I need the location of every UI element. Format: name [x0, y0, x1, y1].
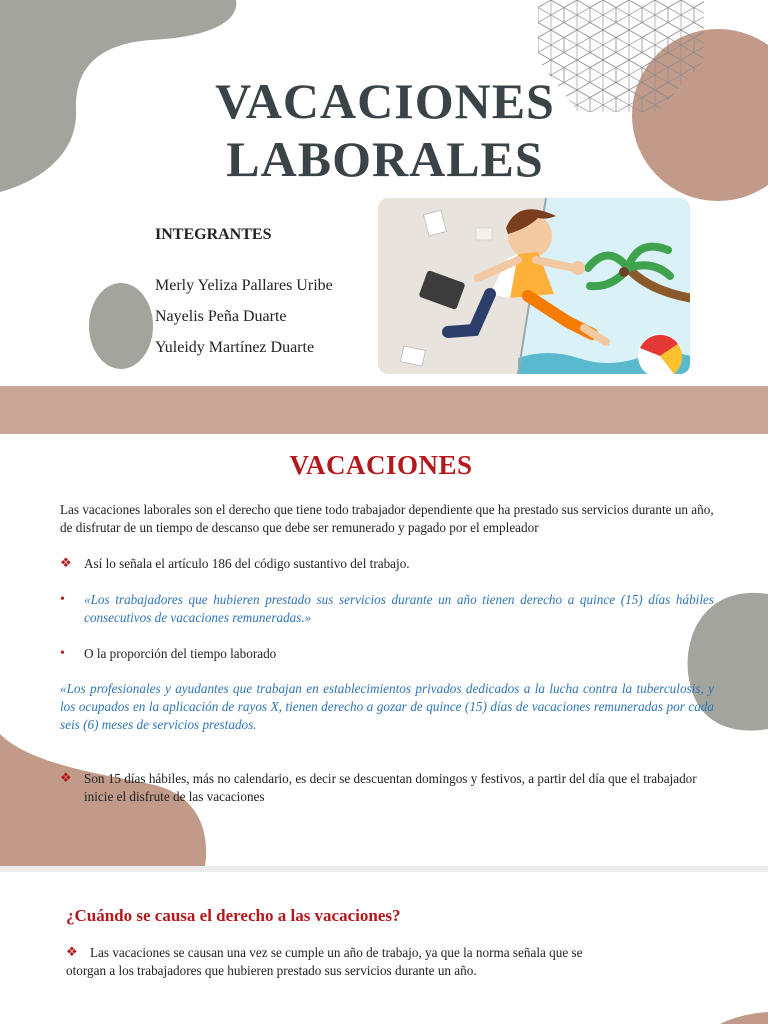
main-title: [160, 72, 610, 188]
member-name: Nayelis Peña Duarte: [155, 308, 287, 325]
section-title: ¿Cuándo se causa el derecho a las vacaciones?: [66, 906, 401, 925]
bullet-text: Así lo señala el artículo 186 del código sustantivo del trabajo.: [84, 556, 410, 571]
member-name: Merly Yeliza Pallares Uribe: [155, 277, 333, 294]
quote-text: «Los profesionales y ayudantes que trabajan en establecimientos privados dedicados a la lucha contra la tuberculosis, y los ocupados en la aplicación de rayos X, tienen derecho a gozar de quince (15) días de vacaciones remuneradas por cada seis (6) meses de servicios prestados.: [60, 681, 714, 732]
dot-bullet-icon: •: [60, 592, 65, 607]
dot-bullet-icon: •: [60, 646, 65, 661]
diamond-bullet-icon: ❖: [60, 555, 72, 570]
bullet-text: O la proporción del tiempo laborado: [84, 646, 277, 661]
bullet-text: Las vacaciones se causan una vez se cumple un año de trabajo, ya que la norma señala que se otorgan a los trabajadores que hubieren prestado sus servicios durante un año.: [66, 945, 583, 978]
diamond-bullet-icon: ❖: [66, 944, 78, 959]
gray-oval-shape: [89, 283, 153, 369]
member-name: Yuleidy Martínez Duarte: [155, 339, 315, 356]
title-line-2: LABORALES: [226, 131, 544, 187]
intro-paragraph: Las vacaciones laborales son el derecho que tiene todo trabajador dependiente que ha prestado sus servicios durante un año, de disfrutar de un tiempo de descanso que debe ser remunerado y pagado por el empleador: [60, 502, 714, 535]
bullet-text: Son 15 días hábiles, más no calendario, es decir se descuentan domingos y festivos, a partir del día que el trabajador inicie el disfrute de las vacaciones: [84, 771, 697, 804]
derecho-slide: [0, 872, 768, 1024]
title-slide: [0, 0, 768, 386]
integrantes-label: INTEGRANTES: [155, 226, 272, 243]
vacaciones-slide: [0, 434, 768, 866]
section-title: VACACIONES: [289, 450, 473, 480]
brown-corner-shape: [720, 1012, 768, 1024]
slide-divider: [0, 386, 768, 434]
vacation-illustration: [378, 198, 690, 374]
quote-text: «Los trabajadores que hubieren prestado sus servicios durante un año tienen derecho a quince (15) días hábiles consecutivos de vacaciones remuneradas.»: [84, 592, 714, 625]
diamond-bullet-icon: ❖: [60, 770, 72, 785]
title-line-1: VACACIONES: [215, 73, 555, 129]
